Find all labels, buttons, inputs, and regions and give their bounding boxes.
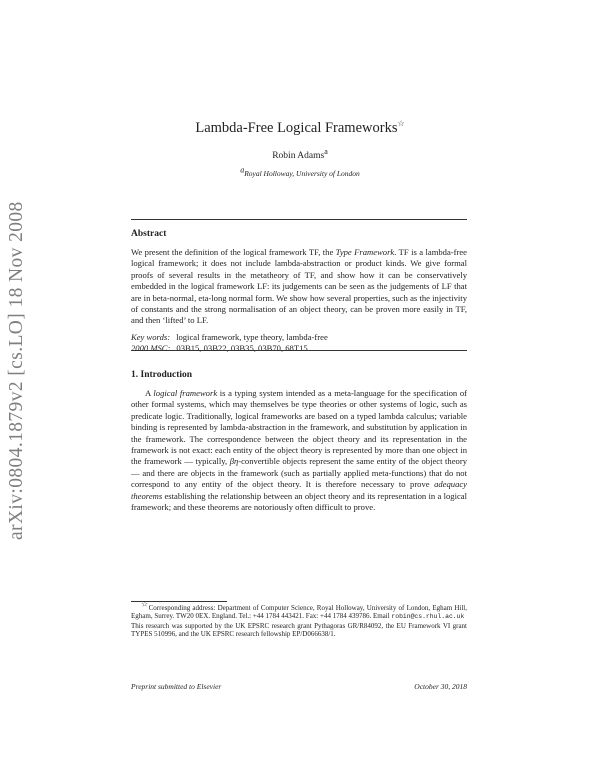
abstract-top-rule — [131, 219, 467, 220]
page-footer — [131, 682, 467, 691]
footnotes — [131, 599, 467, 639]
introduction-section — [131, 370, 467, 513]
author: Robin Adams$^a$ — [272, 146, 328, 161]
abstract-heading: Abstract — [131, 229, 167, 239]
msc-value: 03B15, 03B22, 03B35, 03B70, 68T15 — [176, 343, 308, 354]
email-address: robin@cs.rhul.ac.uk — [391, 613, 465, 621]
paper-title: Lambda-Free Logical Frameworks☆ — [195, 119, 405, 136]
arxiv-identifier: arXiv:0804.1879v2 [cs.LO] 18 Nov 2008 — [6, 201, 27, 540]
msc-label: 2000 MSC: — [131, 343, 171, 354]
preprint-note: Preprint submitted to Elsevier — [131, 682, 222, 691]
affiliation: aRoyal Holloway, University of London — [240, 165, 360, 178]
title-block — [0, 120, 600, 178]
footnote-corresponding-address: ☆Corresponding address: Department of Computer Science, Royal Holloway, University of London, Egham Hill, Egham, Surrey. TW20 0EX. England. Tel.: +44 1784 443421. Fax: +44 1784 439786. Email robin@cs.rhul.ac.uk — [131, 599, 467, 621]
author-affiliation-mark: a — [324, 146, 328, 156]
affiliation-mark: a — [240, 165, 245, 175]
introduction-paragraph: A logical framework is a typing system intended as a meta-language for the specification of other formal systems, which may themselves be type theories or other systems of logic, such as predicate logic. Traditionally, logical frameworks are based on a typed lambda calculus; variable binding is represented by lambda-abstraction in the framework, and substitution by application in the framework. The correspondence between the object theory and its representation in the framework is not exact: each entity of the object theory is represented by more than one object in the framework — typically, βη-convertible objects represent the same entity of the object theory — and there are objects in the framework (such as partially applied meta-functions) that do not correspond to any entity of the object theory. It is therefore necessary to prove adequacy theorems establishing the relationship between an object theory and its representation in a logical framework; and these theorems are notoriously often difficult to prove. — [131, 388, 467, 513]
title-footnote-mark: ☆ — [397, 119, 405, 129]
keywords-value: logical framework, type theory, lambda-free — [176, 331, 328, 342]
footnote-funding: This research was supported by the UK EPSRC research grant Pythagoras GR/R84092, the EU Framework VI grant TYPES 510996, and the UK EPSRC research fellowship EP/D066638/1. — [131, 621, 467, 639]
section-heading: 1. Introduction — [131, 370, 193, 380]
keywords-label: Key words: — [131, 331, 171, 342]
footer-date: October 30, 2018 — [414, 682, 467, 691]
abstract-body: We present the definition of the logical framework TF, the Type Framework. TF is a lambda-free logical framework; it does not include lambda-abstraction or product kinds. We give formal proofs of several results in the metatheory of TF, and show how it can be conservatively embedded in the logical framework LF: its judgements can be seen as the judgements of LF that are in beta-normal, eta-long normal form. We show how several properties, such as the injectivity of constants and the strong normalisation of an object theory, can be proven more easily in TF, and then ‘lifted’ to LF. — [131, 247, 467, 326]
keywords — [131, 332, 467, 355]
abstract — [131, 229, 467, 355]
abstract-bottom-rule — [131, 350, 467, 351]
